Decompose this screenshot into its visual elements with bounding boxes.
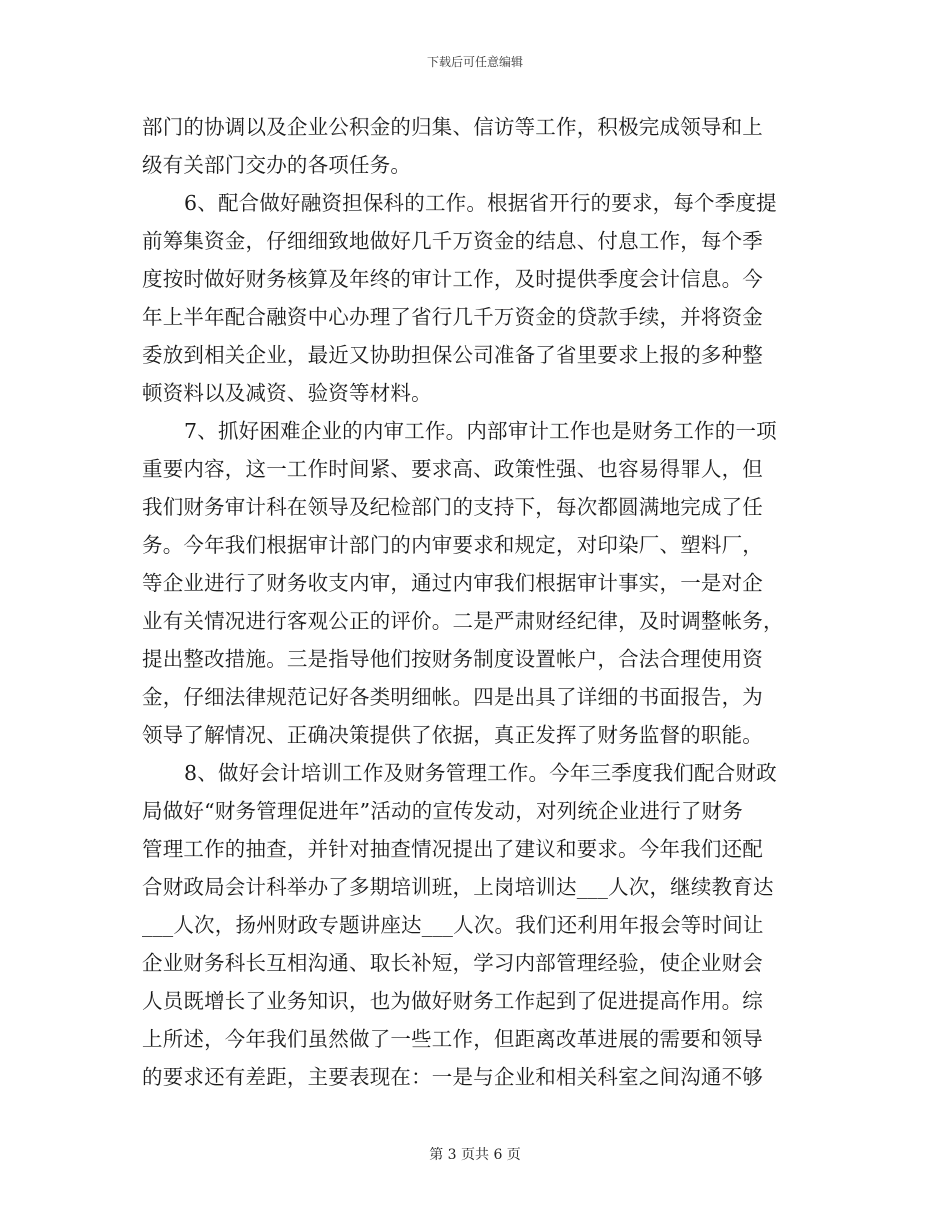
page-number-footer: 第 3 页共 6 页: [429, 1147, 521, 1163]
body-line: 等企业进行了财务收支内审，通过内审我们根据审计事实，一是对企: [142, 571, 763, 595]
body-line: 前筹集资金，仔细细致地做好几千万资金的结息、付息工作，每个季: [142, 229, 763, 253]
body-line: 提出整改措施。三是指导他们按财务制度设置帐户，合法合理使用资: [142, 647, 763, 671]
body-line: 人员既增长了业务知识，也为做好财务工作起到了促进提高作用。综: [142, 989, 763, 1013]
body-line: 的要求还有差距，主要表现在：一是与企业和相关科室之间沟通不够: [142, 1065, 763, 1089]
body-line: 金，仔细法律规范记好各类明细帐。四是出具了详细的书面报告，为: [142, 685, 763, 709]
body-line: 顿资料以及减资、验资等材料。: [142, 381, 432, 405]
body-line: 管理工作的抽查，并针对抽查情况提出了建议和要求。今年我们还配: [142, 837, 763, 861]
body-line: 委放到相关企业，最近又协助担保公司准备了省里要求上报的多种整: [142, 343, 763, 367]
body-line: 我们财务审计科在领导及纪检部门的支持下，每次都圆满地完成了任: [142, 495, 763, 519]
paragraph-start-line: 6、配合做好融资担保科的工作。根据省开行的要求，每个季度提: [184, 191, 777, 215]
body-line: 重要内容，这一工作时间紧、要求高、政策性强、也容易得罪人，但: [142, 457, 763, 481]
body-line: 业有关情况进行客观公正的评价。二是严肃财经纪律，及时调整帐务，: [142, 609, 784, 633]
paragraph-start-line: 8、做好会计培训工作及财务管理工作。今年三季度我们配合财政: [184, 761, 777, 785]
body-line: 合财政局会计科举办了多期培训班，上岗培训达___人次，继续教育达: [142, 875, 774, 899]
paragraph-start-line: 7、抓好困难企业的内审工作。内部审计工作也是财务工作的一项: [184, 419, 777, 443]
body-line: 企业财务科长互相沟通、取长补短，学习内部管理经验，使企业财会: [142, 951, 763, 975]
body-line: 年上半年配合融资中心办理了省行几千万资金的贷款手续，并将资金: [142, 305, 763, 329]
body-line: 局做好“财务管理促进年”活动的宣传发动，对列统企业进行了财务: [142, 799, 743, 823]
body-line: 上所述，今年我们虽然做了一些工作，但距离改革进展的需要和领导: [142, 1027, 763, 1051]
document-body: [142, 108, 812, 1096]
body-line: 领导了解情况、正确决策提供了依据，真正发挥了财务监督的职能。: [142, 723, 763, 747]
page-header: 下载后可任意编辑: [426, 55, 523, 69]
body-line: 级有关部门交办的各项任务。: [142, 153, 412, 177]
body-line: ___人次，扬州财政专题讲座达___人次。我们还利用年报会等时间让: [142, 913, 764, 937]
body-line: 度按时做好财务核算及年终的审计工作，及时提供季度会计信息。今: [142, 267, 763, 291]
body-line: 务。今年我们根据审计部门的内审要求和规定，对印染厂、塑料厂，: [142, 533, 763, 557]
body-line: 部门的协调以及企业公积金的归集、信访等工作，积极完成领导和上: [142, 115, 763, 139]
